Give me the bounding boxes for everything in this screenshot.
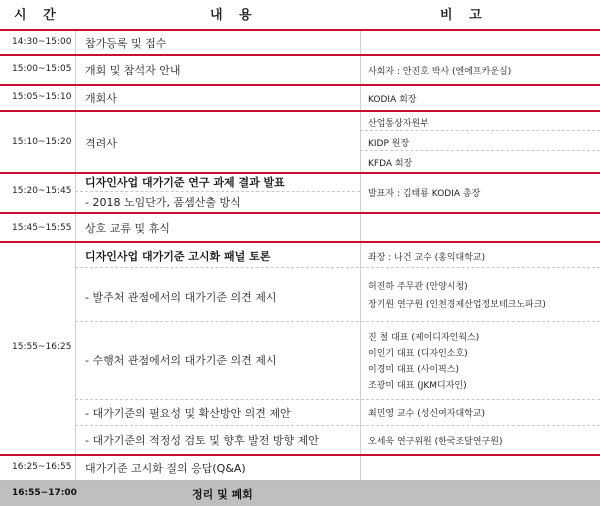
row-time: 15:55~16:25 (12, 342, 72, 352)
panel-remark: 장기원 연구원 (인천경제산업정보테크노파크) (368, 300, 546, 310)
panel-item: - 발주처 관점에서의 대가기준 의견 제시 (85, 291, 277, 304)
cell-divider (75, 425, 600, 426)
row-time: 15:20~15:45 (12, 186, 72, 196)
row-remark: 좌장 : 나건 교수 (홍익대학교) (368, 253, 486, 263)
header-remarks: 비 고 (440, 8, 488, 23)
row-content: 대가기준 고시화 질의 응답(Q&A) (85, 462, 246, 475)
row-content: 격려사 (85, 137, 117, 150)
row-remark: 산업통상자원부 (368, 119, 429, 129)
row-content: 개회 및 참석자 안내 (85, 64, 181, 77)
closing-row (0, 481, 600, 506)
cell-divider (75, 399, 600, 400)
row-remark: 발표자 : 김태룡 KODIA 총장 (368, 189, 481, 199)
panel-remark: 진 철 대표 (제이디자인웍스) (368, 333, 480, 343)
header-divider (0, 29, 600, 31)
row-content: 참가등록 및 접수 (85, 37, 167, 50)
header-content: 내 용 (210, 8, 258, 23)
row-time: 15:10~15:20 (12, 137, 72, 147)
row-remark: KFDA 회장 (368, 159, 413, 169)
panel-remark: 최민영 교수 (성신여자대학교) (368, 409, 486, 419)
table-header (0, 0, 600, 30)
cell-divider (75, 191, 360, 192)
panel-remark: 이인기 대표 (디자인소호) (368, 349, 468, 359)
row-divider (0, 454, 600, 456)
row-time: 15:05~15:10 (12, 92, 72, 102)
row-divider (0, 84, 600, 86)
row-content: 디자인사업 대가기준 연구 과제 결과 발표 (85, 176, 285, 189)
row-time: 16:55~17:00 (12, 488, 77, 498)
panel-item: - 대가기준의 적정성 검토 및 향후 발전 방향 제안 (85, 434, 319, 447)
cell-divider (75, 267, 600, 268)
row-remark: KIDP 원장 (368, 139, 410, 149)
row-remark: KODIA 회장 (368, 95, 417, 105)
column-divider (360, 31, 361, 481)
row-subcontent: - 2018 노임단가, 품셈산출 방식 (85, 196, 241, 209)
panel-item: - 수행처 관점에서의 대가기준 의견 제시 (85, 354, 277, 367)
cell-divider (360, 130, 600, 131)
row-time: 15:00~15:05 (12, 64, 72, 74)
column-divider (75, 31, 76, 481)
row-content: 개회사 (85, 92, 117, 105)
row-divider (0, 241, 600, 243)
row-content: 상호 교류 및 휴식 (85, 222, 170, 235)
row-remark: 사회자 : 안진호 박사 (엔에프카운실) (368, 67, 512, 77)
row-time: 15:45~15:55 (12, 223, 72, 233)
row-content: 정리 및 폐회 (192, 488, 253, 501)
cell-divider (360, 150, 600, 151)
panel-item: - 대가기준의 필요성 및 확산방안 의견 제안 (85, 407, 291, 420)
panel-remark: 조광미 대표 (JKM디자인) (368, 381, 467, 391)
header-time: 시 간 (14, 8, 62, 23)
row-divider (0, 110, 600, 112)
panel-remark: 이경미 대표 (사이픽스) (368, 365, 459, 375)
cell-divider (75, 321, 600, 322)
row-time: 14:30~15:00 (12, 37, 72, 47)
panel-remark: 허진하 주무관 (안양시청) (368, 282, 468, 292)
row-time: 16:25~16:55 (12, 462, 72, 472)
row-content: 디자인사업 대가기준 고시화 패널 토론 (85, 250, 271, 263)
panel-remark: 오세욱 연구위원 (한국조달연구원) (368, 437, 503, 447)
row-divider (0, 212, 600, 214)
row-divider (0, 54, 600, 56)
